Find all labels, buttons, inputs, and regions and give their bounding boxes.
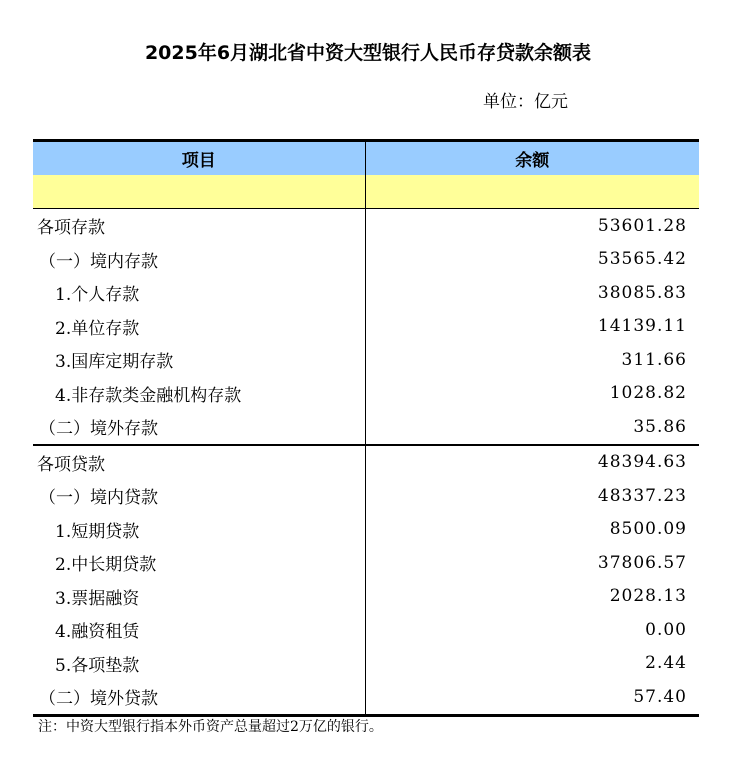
table-header-spacer-row [33, 175, 699, 209]
table-row-advances [33, 647, 699, 681]
header-item: 项目 [33, 141, 365, 176]
row-label: （二）境外贷款 [33, 680, 365, 715]
row-value: 311.66 [621, 349, 687, 370]
row-value: 38085.83 [597, 282, 687, 303]
row-label: 2.中长期贷款 [33, 546, 365, 580]
row-value: 53565.42 [597, 249, 687, 270]
row-label: （一）境内存款 [33, 243, 365, 277]
row-value: 35.86 [365, 410, 699, 445]
row-label: 2.单位存款 [33, 310, 365, 344]
row-value: 2.44 [645, 653, 687, 674]
table-row-overseas-deposits [33, 410, 699, 445]
row-label: 1.个人存款 [33, 276, 365, 310]
row-label: （一）境内贷款 [33, 479, 365, 513]
table-row-financial-leasing [33, 613, 699, 647]
table-row-domestic-loans [33, 479, 699, 513]
row-label: 各项存款 [33, 209, 365, 243]
table-row-nonbank-deposits [33, 377, 699, 411]
table-row-overseas-loans [33, 680, 699, 715]
row-label: 3.票据融资 [33, 580, 365, 614]
row-value: 48337.23 [597, 485, 687, 506]
footnote: 注：中资大型银行指本外币资产总量超过2万亿的银行。 [38, 719, 383, 735]
table-row-short-term-loans [33, 513, 699, 547]
table-row-personal-deposits [33, 276, 699, 310]
table-row-treasury-deposits [33, 343, 699, 377]
row-label: 3.国库定期存款 [33, 343, 365, 377]
row-label: 4.非存款类金融机构存款 [33, 377, 365, 411]
page-title: 2025年6月湖北省中资大型银行人民币存贷款余额表 [144, 42, 592, 64]
row-value: 48394.63 [597, 452, 687, 473]
row-value: 53601.28 [597, 215, 687, 236]
row-value: 8500.09 [609, 519, 687, 540]
row-value: 14139.11 [597, 316, 687, 337]
row-value: 37806.57 [597, 552, 687, 573]
balance-table [33, 139, 699, 717]
row-value: 0.00 [645, 619, 687, 640]
row-label: 5.各项垫款 [33, 647, 365, 681]
unit-label: 单位：亿元 [483, 92, 568, 112]
row-label: （二）境外存款 [33, 410, 365, 445]
header-balance: 余额 [365, 141, 699, 176]
row-value: 57.40 [365, 680, 699, 715]
row-value: 2028.13 [609, 586, 687, 607]
row-value: 1028.82 [609, 383, 687, 404]
table-row-total-loans [33, 445, 699, 480]
table-row-unit-deposits [33, 310, 699, 344]
row-label: 各项贷款 [33, 445, 365, 480]
table-row-medium-long-loans [33, 546, 699, 580]
table-row-domestic-deposits [33, 243, 699, 277]
row-label: 4.融资租赁 [33, 613, 365, 647]
table-row-bill-financing [33, 580, 699, 614]
row-label: 1.短期贷款 [33, 513, 365, 547]
table-row-total-deposits [33, 209, 699, 243]
table-header-row [33, 141, 699, 176]
